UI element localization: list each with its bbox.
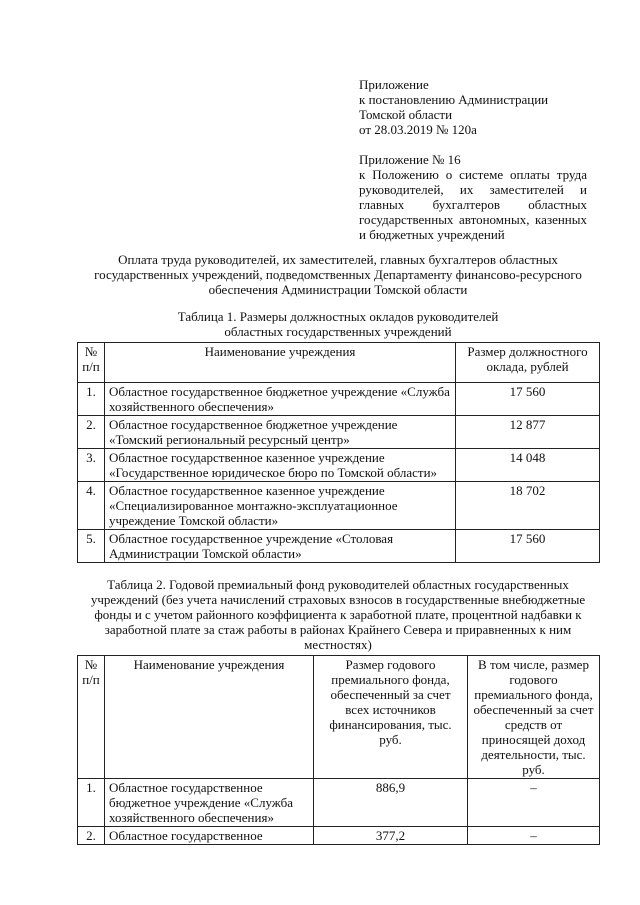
header-name: Наименование учреждения xyxy=(105,343,456,383)
row-name: Областное государственное бюджетное учреждение «Томский региональный ресурсный центр» xyxy=(105,416,456,449)
table1 xyxy=(77,342,600,563)
header-name: Наименование учреждения xyxy=(105,656,314,779)
row-income: – xyxy=(468,827,600,845)
row-total: 377,2 xyxy=(314,827,468,845)
header-total-fund: Размер годового премиального фонда, обеспеченный за счет всех источников финансирования, тыс. руб. xyxy=(314,656,468,779)
row-number: 1. xyxy=(78,383,105,416)
appendix-line: к постановлению Администрации xyxy=(359,92,549,107)
row-number: 2. xyxy=(78,416,105,449)
appendix-header xyxy=(359,77,587,242)
table1-caption: Таблица 1. Размеры должностных окладов руководителей областных государственных учреждений xyxy=(177,309,499,339)
row-value: 12 877 xyxy=(456,416,600,449)
row-total: 886,9 xyxy=(314,779,468,827)
appendix-line: Томской области xyxy=(359,107,453,122)
table-row xyxy=(78,383,600,416)
row-number: 4. xyxy=(78,482,105,530)
document-title: Оплата труда руководителей, их заместителей, главных бухгалтеров областных государственных учреждений, подведомственных Департаменту финансово-ресурсного обеспечения Администрации Томской области xyxy=(94,252,582,297)
appendix-text: к Положению о системе оплаты труда руководителей, их заместителей и главных бухгалтеров областных государственных автономных, казенных и бюджетных учреждений xyxy=(359,167,587,242)
row-number: 1. xyxy=(78,779,105,827)
row-number: 5. xyxy=(78,530,105,563)
appendix-title: Приложение № 16 xyxy=(359,152,461,167)
row-name: Областное государственное бюджетное учреждение «Служба хозяйственного обеспечения» xyxy=(105,779,314,827)
header-number: № п/п xyxy=(78,656,105,779)
table-header-row xyxy=(78,656,600,779)
row-name: Областное государственное xyxy=(105,827,314,845)
row-number: 3. xyxy=(78,449,105,482)
appendix-line: от 28.03.2019 № 120а xyxy=(359,122,477,137)
header-income-fund: В том числе, размер годового премиального фонда, обеспеченный за счет средств от приносящей доход деятельности, тыс. руб. xyxy=(468,656,600,779)
appendix-line: Приложение xyxy=(359,77,429,92)
row-value: 18 702 xyxy=(456,482,600,530)
row-name: Областное государственное учреждение «Столовая Администрации Томской области» xyxy=(105,530,456,563)
row-value: 17 560 xyxy=(456,383,600,416)
row-name: Областное государственное казенное учреждение «Государственное юридическое бюро по Томской области» xyxy=(105,449,456,482)
row-name: Областное государственное бюджетное учреждение «Служба хозяйственного обеспечения» xyxy=(105,383,456,416)
row-income: – xyxy=(468,779,600,827)
table-row xyxy=(78,779,600,827)
table-row xyxy=(78,416,600,449)
table2 xyxy=(77,655,600,845)
table-row xyxy=(78,449,600,482)
row-value: 17 560 xyxy=(456,530,600,563)
table-header-row xyxy=(78,343,600,383)
table-row xyxy=(78,482,600,530)
header-number: № п/п xyxy=(78,343,105,383)
header-salary: Размер должностного оклада, рублей xyxy=(456,343,600,383)
table-row xyxy=(78,530,600,563)
table-row xyxy=(78,827,600,845)
row-value: 14 048 xyxy=(456,449,600,482)
table2-caption: Таблица 2. Годовой премиальный фонд руководителей областных государственных учреждений (без учета начислений страховых взносов в государственные внебюджетные фонды и с учетом районного коэффициента к заработной плате, процентной надбавки к заработной плате за стаж работы в районах Крайнего Севера и приравненных к ним местностях) xyxy=(90,577,586,652)
row-number: 2. xyxy=(78,827,105,845)
row-name: Областное государственное казенное учреждение «Специализированное монтажно-эксплуатационное учреждение Томской области» xyxy=(105,482,456,530)
